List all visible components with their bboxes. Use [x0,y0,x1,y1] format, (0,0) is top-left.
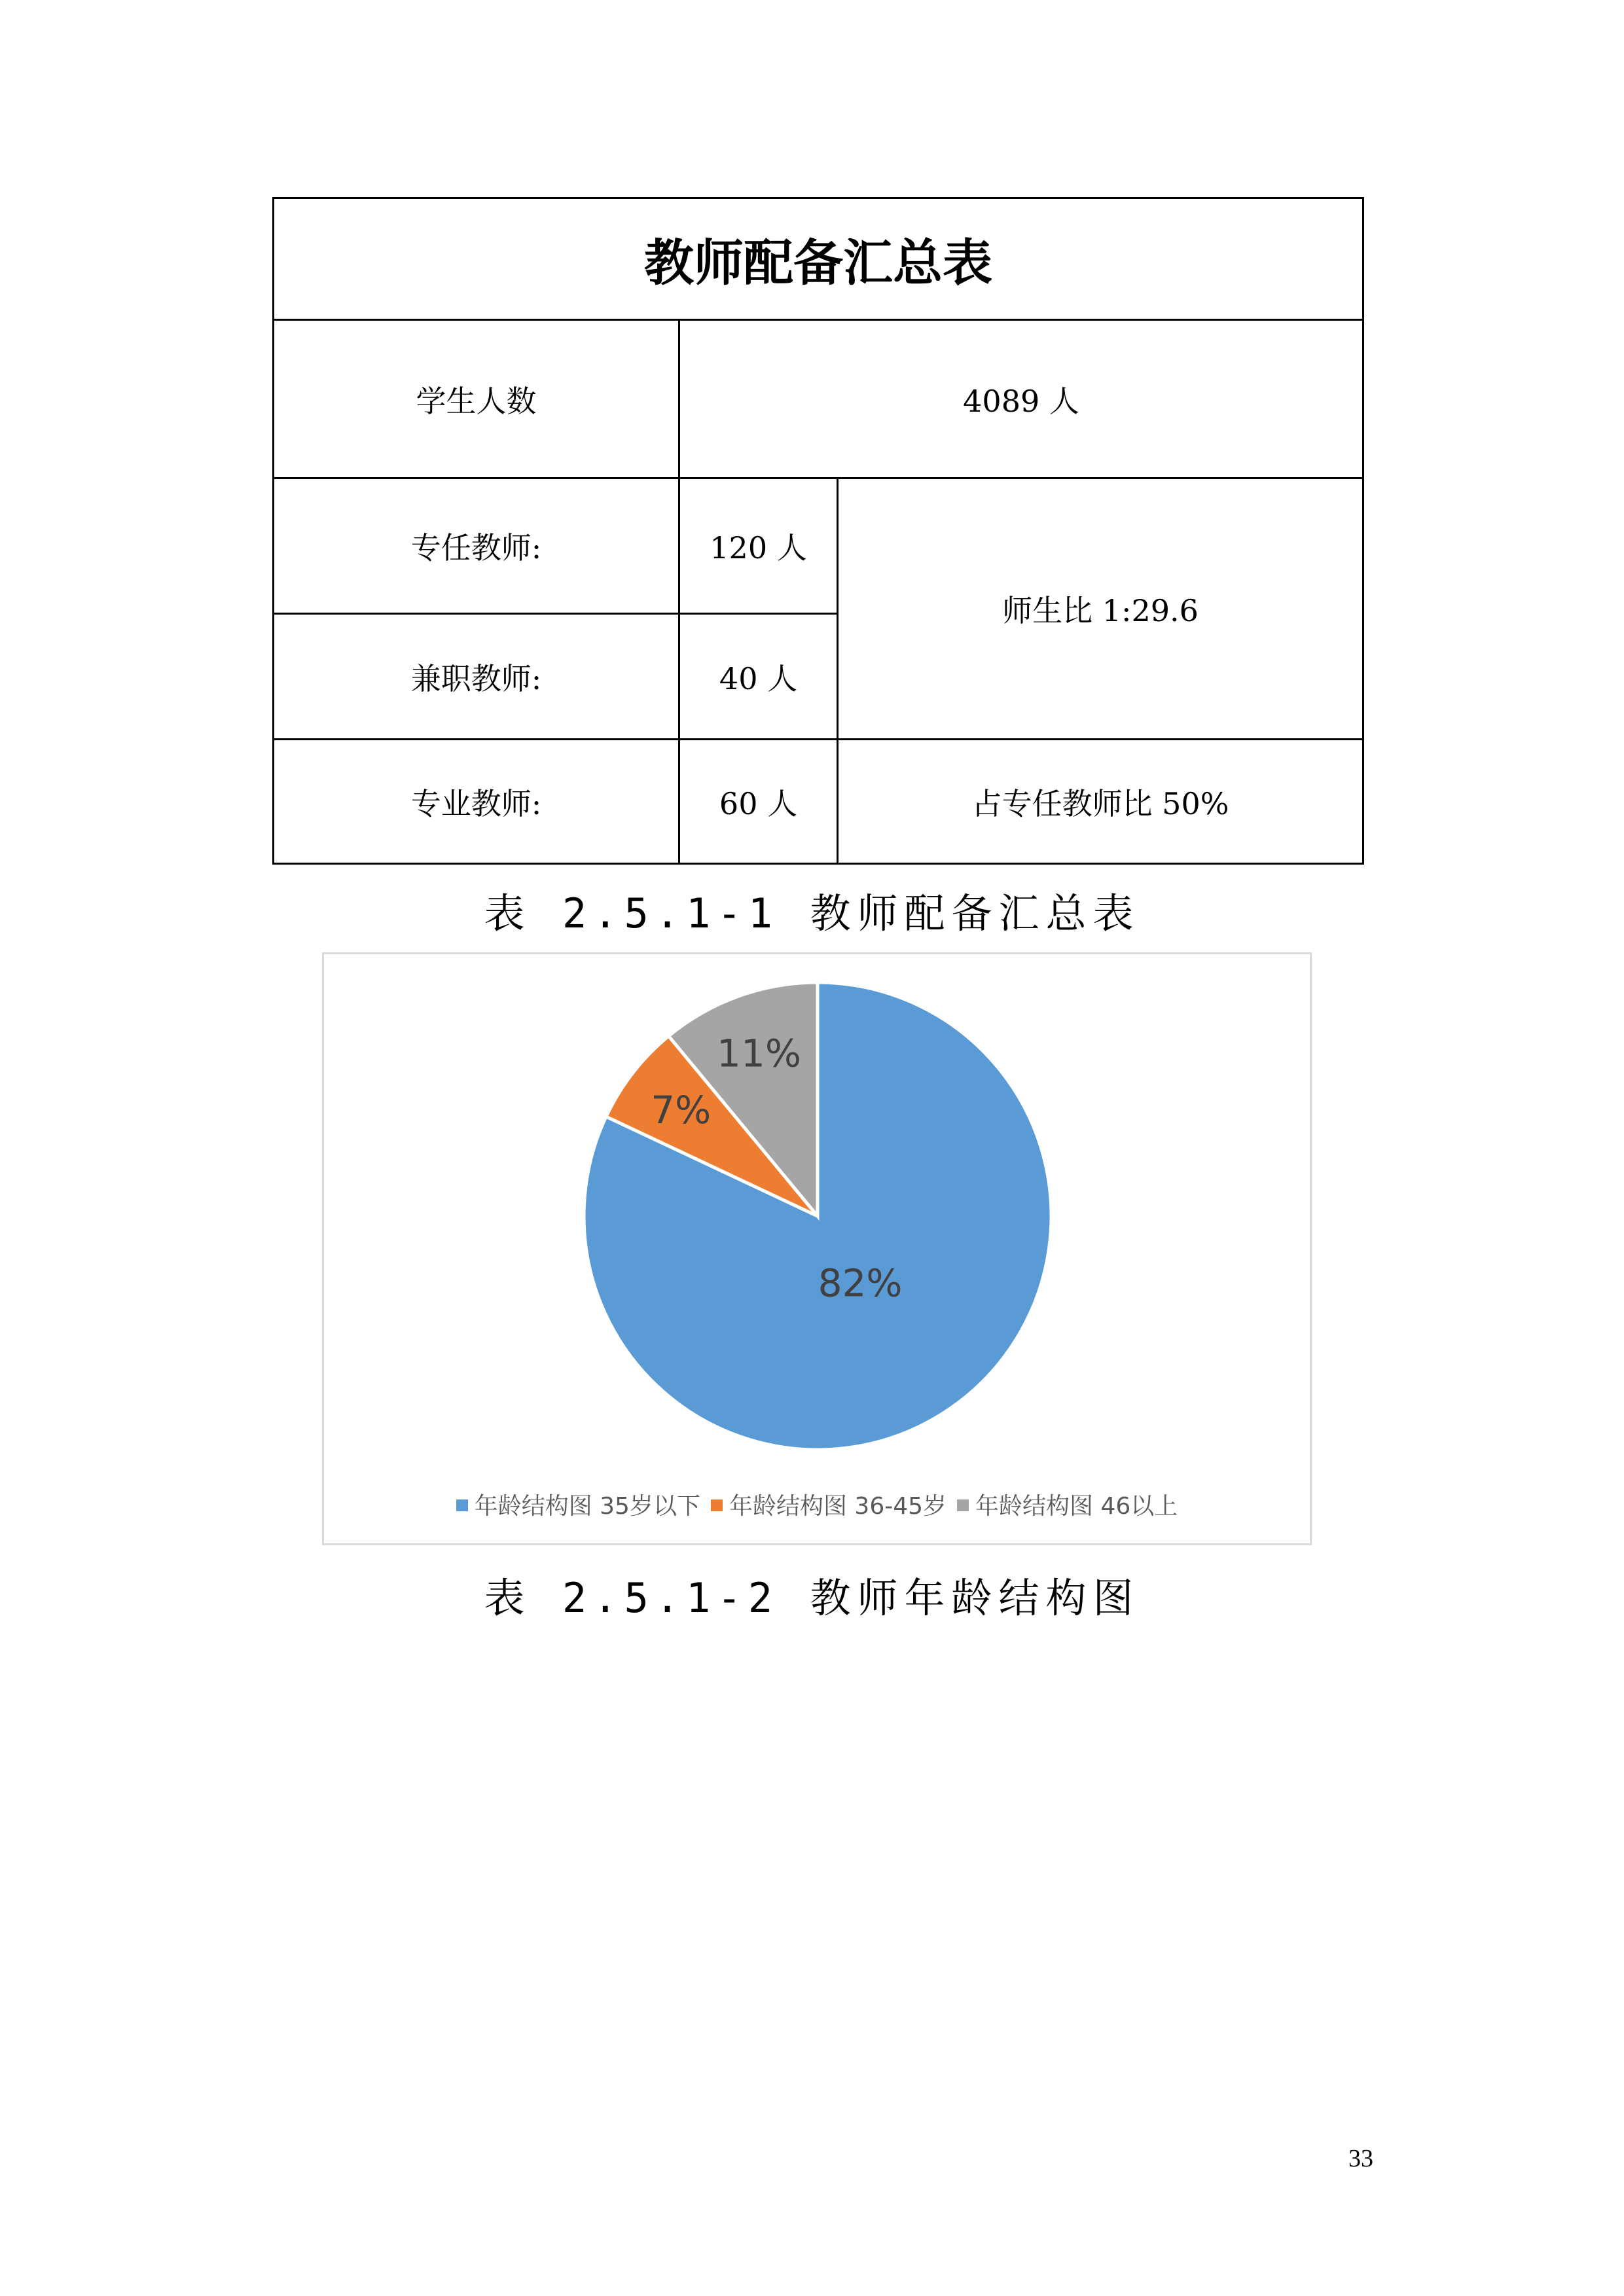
legend-swatch [957,1499,969,1511]
legend-item [711,1488,947,1521]
parttime-teachers-label: 兼职教师: [274,614,679,740]
legend-item [957,1488,1178,1521]
fulltime-teachers-value: 120 人 [679,478,838,614]
legend-item [456,1488,700,1521]
specialty-teachers-share: 占专任教师比 50% [838,740,1363,864]
age-structure-chart [322,952,1312,1545]
chart-legend [324,1488,1310,1521]
page-number: 33 [1348,2145,1373,2172]
teacher-student-ratio: 师生比 1:29.6 [838,478,1363,740]
specialty-teachers-value: 60 人 [679,740,838,864]
table-caption: 表 2.5.1-1 教师配备汇总表 [484,889,1140,937]
legend-swatch [711,1499,723,1511]
staff-summary-table [272,197,1364,865]
table-title: 教师配备汇总表 [274,198,1363,320]
students-value: 4089 人 [679,320,1363,478]
pie-slice-label: 11% [717,1031,801,1076]
fulltime-teachers-label: 专任教师: [274,478,679,614]
chart-caption: 表 2.5.1-2 教师年龄结构图 [484,1574,1140,1622]
legend-label: 年龄结构图 36-45岁 [729,1493,947,1520]
pie-chart [324,954,1310,1478]
legend-swatch [456,1499,468,1511]
legend-label: 年龄结构图 35岁以下 [474,1493,700,1520]
parttime-teachers-value: 40 人 [679,614,838,740]
pie-slice-label: 82% [818,1261,903,1306]
legend-label: 年龄结构图 46以上 [975,1493,1178,1520]
students-label: 学生人数 [274,320,679,478]
pie-slice-label: 7% [651,1088,712,1133]
specialty-teachers-label: 专业教师: [274,740,679,864]
